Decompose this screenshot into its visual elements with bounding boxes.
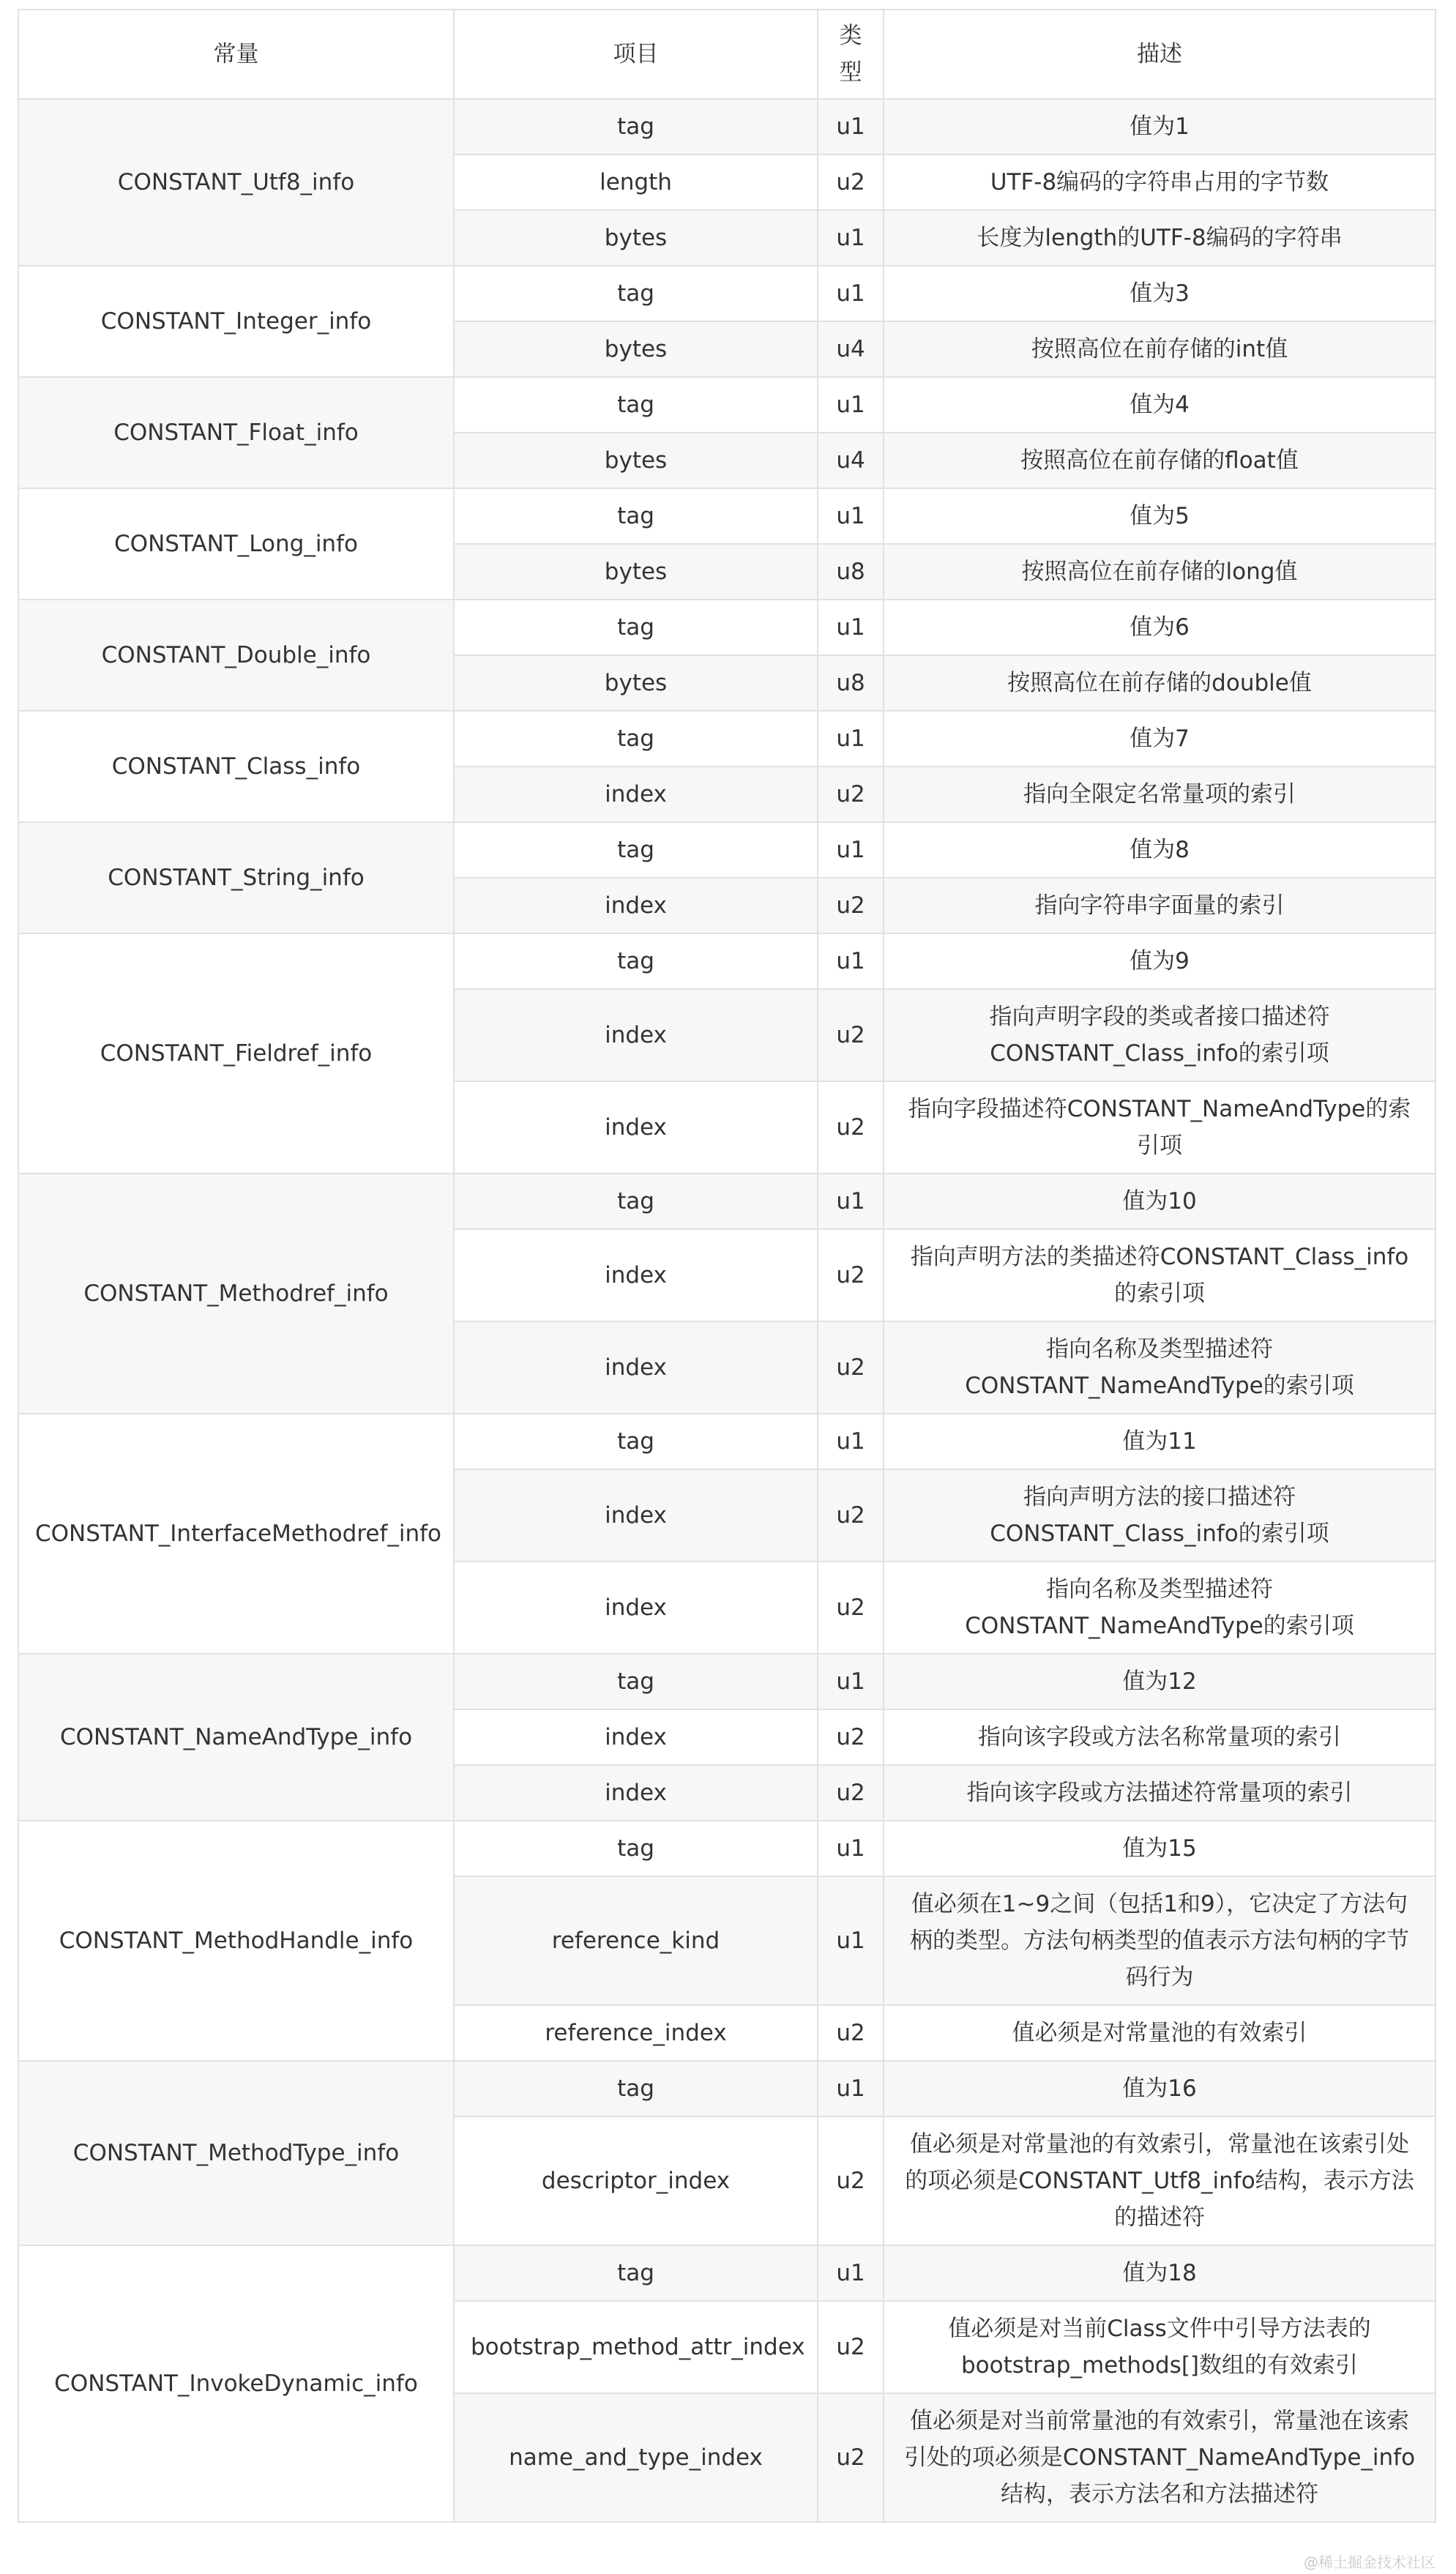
item-cell: bytes bbox=[454, 544, 818, 600]
item-cell: index bbox=[454, 1321, 818, 1414]
description-cell: 值为1 bbox=[884, 99, 1436, 154]
constant-name-cell: CONSTANT_Fieldref_info bbox=[18, 933, 454, 1174]
type-cell: u2 bbox=[818, 766, 884, 822]
item-cell: tag bbox=[454, 1821, 818, 1876]
description-cell: 值必须是对常量池的有效索引 bbox=[884, 2005, 1436, 2061]
table-row bbox=[18, 99, 1436, 154]
description-cell: 指向该字段或方法名称常量项的索引 bbox=[884, 1709, 1436, 1765]
description-cell: 指向字符串字面量的索引 bbox=[884, 878, 1436, 933]
type-cell: u1 bbox=[818, 1414, 884, 1469]
item-cell: reference_index bbox=[454, 2005, 818, 2061]
description-cell: 指向声明方法的接口描述符CONSTANT_Class_info的索引项 bbox=[884, 1469, 1436, 1562]
item-cell: reference_kind bbox=[454, 1876, 818, 2005]
type-cell: u1 bbox=[818, 600, 884, 655]
constant-name-cell: CONSTANT_String_info bbox=[18, 822, 454, 933]
header-desc: 描述 bbox=[884, 10, 1436, 99]
description-cell: 按照高位在前存储的double值 bbox=[884, 655, 1436, 711]
type-cell: u2 bbox=[818, 1469, 884, 1562]
type-cell: u1 bbox=[818, 2245, 884, 2301]
item-cell: index bbox=[454, 1469, 818, 1562]
table-row bbox=[18, 2245, 1436, 2301]
description-cell: 值为4 bbox=[884, 377, 1436, 433]
description-cell: 指向名称及类型描述符CONSTANT_NameAndType的索引项 bbox=[884, 1562, 1436, 1654]
type-cell: u1 bbox=[818, 711, 884, 766]
constant-name-cell: CONSTANT_MethodHandle_info bbox=[18, 1821, 454, 2061]
type-cell: u4 bbox=[818, 321, 884, 377]
description-cell: 指向字段描述符CONSTANT_NameAndType的索引项 bbox=[884, 1081, 1436, 1174]
constant-name-cell: CONSTANT_Long_info bbox=[18, 488, 454, 600]
description-cell: 值为7 bbox=[884, 711, 1436, 766]
item-cell: tag bbox=[454, 1654, 818, 1709]
item-cell: index bbox=[454, 1081, 818, 1174]
table-row bbox=[18, 1174, 1436, 1229]
description-cell: 值为11 bbox=[884, 1414, 1436, 1469]
type-cell: u2 bbox=[818, 1321, 884, 1414]
item-cell: index bbox=[454, 989, 818, 1081]
constant-name-cell: CONSTANT_Double_info bbox=[18, 600, 454, 711]
type-cell: u8 bbox=[818, 544, 884, 600]
header-type-label: 类型 bbox=[839, 23, 862, 86]
table-row bbox=[18, 1414, 1436, 1469]
description-cell: 值必须是对当前常量池的有效索引，常量池在该索引处的项必须是CONSTANT_NameAndType_info结构，表示方法名和方法描述符 bbox=[884, 2393, 1436, 2522]
description-cell: 按照高位在前存储的long值 bbox=[884, 544, 1436, 600]
type-cell: u1 bbox=[818, 822, 884, 878]
item-cell: tag bbox=[454, 2061, 818, 2116]
description-cell: 值为9 bbox=[884, 933, 1436, 989]
table-row bbox=[18, 711, 1436, 766]
description-cell: 值为6 bbox=[884, 600, 1436, 655]
constant-pool-table-container bbox=[18, 9, 1435, 2523]
description-cell: 指向全限定名常量项的索引 bbox=[884, 766, 1436, 822]
table-row bbox=[18, 822, 1436, 878]
item-cell: index bbox=[454, 1709, 818, 1765]
type-cell: u1 bbox=[818, 2061, 884, 2116]
description-cell: 值为5 bbox=[884, 488, 1436, 544]
description-cell: 指向声明字段的类或者接口描述符CONSTANT_Class_info的索引项 bbox=[884, 989, 1436, 1081]
type-cell: u1 bbox=[818, 1654, 884, 1709]
item-cell: tag bbox=[454, 488, 818, 544]
type-cell: u2 bbox=[818, 1709, 884, 1765]
type-cell: u2 bbox=[818, 154, 884, 210]
constant-name-cell: CONSTANT_Class_info bbox=[18, 711, 454, 822]
table-row bbox=[18, 377, 1436, 433]
type-cell: u1 bbox=[818, 488, 884, 544]
item-cell: bytes bbox=[454, 321, 818, 377]
constant-name-cell: CONSTANT_NameAndType_info bbox=[18, 1654, 454, 1821]
description-cell: 值为16 bbox=[884, 2061, 1436, 2116]
type-cell: u2 bbox=[818, 2301, 884, 2393]
description-cell: 按照高位在前存储的int值 bbox=[884, 321, 1436, 377]
description-cell: 指向名称及类型描述符CONSTANT_NameAndType的索引项 bbox=[884, 1321, 1436, 1414]
type-cell: u1 bbox=[818, 99, 884, 154]
item-cell: tag bbox=[454, 2245, 818, 2301]
constant-name-cell: CONSTANT_Float_info bbox=[18, 377, 454, 488]
type-cell: u2 bbox=[818, 2116, 884, 2245]
type-cell: u1 bbox=[818, 1876, 884, 2005]
description-cell: 长度为length的UTF-8编码的字符串 bbox=[884, 210, 1436, 266]
table-row bbox=[18, 933, 1436, 989]
constant-name-cell: CONSTANT_InterfaceMethodref_info bbox=[18, 1414, 454, 1654]
type-cell: u1 bbox=[818, 210, 884, 266]
item-cell: index bbox=[454, 1765, 818, 1821]
watermark: @稀土掘金技术社区 bbox=[1304, 2554, 1436, 2571]
item-cell: length bbox=[454, 154, 818, 210]
item-cell: bootstrap_method_attr_index bbox=[454, 2301, 818, 2393]
constant-name-cell: CONSTANT_Integer_info bbox=[18, 266, 454, 377]
item-cell: tag bbox=[454, 99, 818, 154]
table-row bbox=[18, 266, 1436, 321]
item-cell: index bbox=[454, 1229, 818, 1321]
type-cell: u4 bbox=[818, 433, 884, 488]
item-cell: tag bbox=[454, 377, 818, 433]
item-cell: bytes bbox=[454, 655, 818, 711]
type-cell: u2 bbox=[818, 989, 884, 1081]
item-cell: tag bbox=[454, 1174, 818, 1229]
constant-pool-table bbox=[18, 9, 1436, 2523]
type-cell: u2 bbox=[818, 1562, 884, 1654]
item-cell: name_and_type_index bbox=[454, 2393, 818, 2522]
table-row bbox=[18, 1821, 1436, 1876]
item-cell: bytes bbox=[454, 433, 818, 488]
type-cell: u1 bbox=[818, 933, 884, 989]
table-row bbox=[18, 600, 1436, 655]
type-cell: u2 bbox=[818, 1765, 884, 1821]
header-type bbox=[818, 10, 884, 99]
item-cell: tag bbox=[454, 266, 818, 321]
table-body bbox=[18, 99, 1436, 2522]
description-cell: 按照高位在前存储的float值 bbox=[884, 433, 1436, 488]
item-cell: tag bbox=[454, 933, 818, 989]
type-cell: u2 bbox=[818, 1229, 884, 1321]
item-cell: bytes bbox=[454, 210, 818, 266]
type-cell: u2 bbox=[818, 878, 884, 933]
table-row bbox=[18, 488, 1436, 544]
description-cell: 值必须是对常量池的有效索引，常量池在该索引处的项必须是CONSTANT_Utf8_info结构，表示方法的描述符 bbox=[884, 2116, 1436, 2245]
description-cell: 值必须是对当前Class文件中引导方法表的bootstrap_methods[]数组的有效索引 bbox=[884, 2301, 1436, 2393]
description-cell: 值为15 bbox=[884, 1821, 1436, 1876]
item-cell: index bbox=[454, 1562, 818, 1654]
item-cell: tag bbox=[454, 711, 818, 766]
type-cell: u2 bbox=[818, 2005, 884, 2061]
type-cell: u1 bbox=[818, 1821, 884, 1876]
item-cell: index bbox=[454, 878, 818, 933]
item-cell: index bbox=[454, 766, 818, 822]
header-constant: 常量 bbox=[18, 10, 454, 99]
item-cell: tag bbox=[454, 1414, 818, 1469]
constant-name-cell: CONSTANT_InvokeDynamic_info bbox=[18, 2245, 454, 2522]
constant-name-cell: CONSTANT_MethodType_info bbox=[18, 2061, 454, 2245]
type-cell: u1 bbox=[818, 266, 884, 321]
type-cell: u1 bbox=[818, 377, 884, 433]
constant-name-cell: CONSTANT_Utf8_info bbox=[18, 99, 454, 266]
type-cell: u1 bbox=[818, 1174, 884, 1229]
description-cell: 值必须在1~9之间（包括1和9），它决定了方法句柄的类型。方法句柄类型的值表示方法句柄的字节码行为 bbox=[884, 1876, 1436, 2005]
type-cell: u2 bbox=[818, 2393, 884, 2522]
table-row bbox=[18, 1654, 1436, 1709]
description-cell: 值为10 bbox=[884, 1174, 1436, 1229]
description-cell: 值为12 bbox=[884, 1654, 1436, 1709]
item-cell: tag bbox=[454, 600, 818, 655]
type-cell: u2 bbox=[818, 1081, 884, 1174]
header-row bbox=[18, 10, 1436, 99]
constant-name-cell: CONSTANT_Methodref_info bbox=[18, 1174, 454, 1414]
description-cell: UTF-8编码的字符串占用的字节数 bbox=[884, 154, 1436, 210]
item-cell: descriptor_index bbox=[454, 2116, 818, 2245]
item-cell: tag bbox=[454, 822, 818, 878]
table-row bbox=[18, 2061, 1436, 2116]
description-cell: 值为3 bbox=[884, 266, 1436, 321]
description-cell: 值为8 bbox=[884, 822, 1436, 878]
header-item: 项目 bbox=[454, 10, 818, 99]
description-cell: 指向声明方法的类描述符CONSTANT_Class_info的索引项 bbox=[884, 1229, 1436, 1321]
type-cell: u8 bbox=[818, 655, 884, 711]
description-cell: 指向该字段或方法描述符常量项的索引 bbox=[884, 1765, 1436, 1821]
description-cell: 值为18 bbox=[884, 2245, 1436, 2301]
